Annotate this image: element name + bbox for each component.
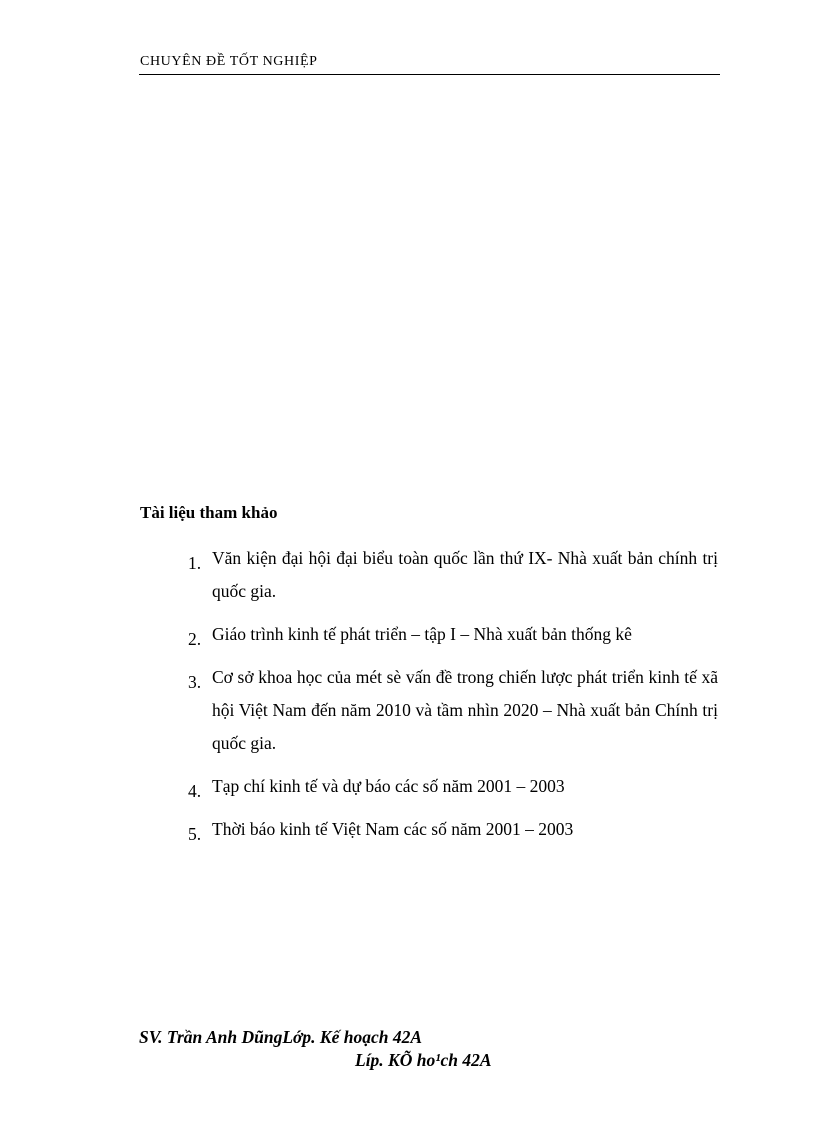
reference-item (188, 770, 718, 803)
reference-item (188, 813, 718, 846)
reference-text: Văn kiện đại hội đại biểu toàn quốc lần thứ IX- Nhà xuất bản chính trị quốc gia. (212, 548, 718, 601)
reference-text: Cơ sở khoa học của mét sè vấn đề trong chiến lược phát triển kinh tế xã hội Việt Nam đến năm 2010 và tầm nhìn 2020 – Nhà xuất bản Chính trị quốc gia. (212, 667, 718, 753)
reference-text: Tạp chí kinh tế và dự báo các số năm 2001 – 2003 (212, 776, 565, 796)
reference-number: 3. (188, 672, 202, 692)
references-heading: Tài liệu tham khảo (140, 503, 278, 522)
reference-item (188, 661, 718, 760)
reference-number: 5. (188, 824, 202, 844)
reference-item (188, 542, 718, 608)
footer-class-legacy: Líp. KÕ ho¹ch 42A (355, 1050, 492, 1070)
footer-author-class: SV. Trần Anh DũngLớp. Kế hoạch 42A (139, 1027, 422, 1047)
reference-text: Giáo trình kinh tế phát triển – tập I – Nhà xuất bản thống kê (212, 624, 632, 644)
reference-list (188, 542, 718, 856)
reference-item (188, 618, 718, 651)
reference-text: Thời báo kinh tế Việt Nam các số năm 2001 – 2003 (212, 819, 574, 839)
reference-number: 2. (188, 629, 202, 649)
header-title: CHUYÊN ĐỀ TỐT NGHIỆP (140, 54, 318, 69)
page-header (139, 52, 720, 75)
reference-number: 1. (188, 553, 202, 573)
reference-number: 4. (188, 781, 202, 801)
